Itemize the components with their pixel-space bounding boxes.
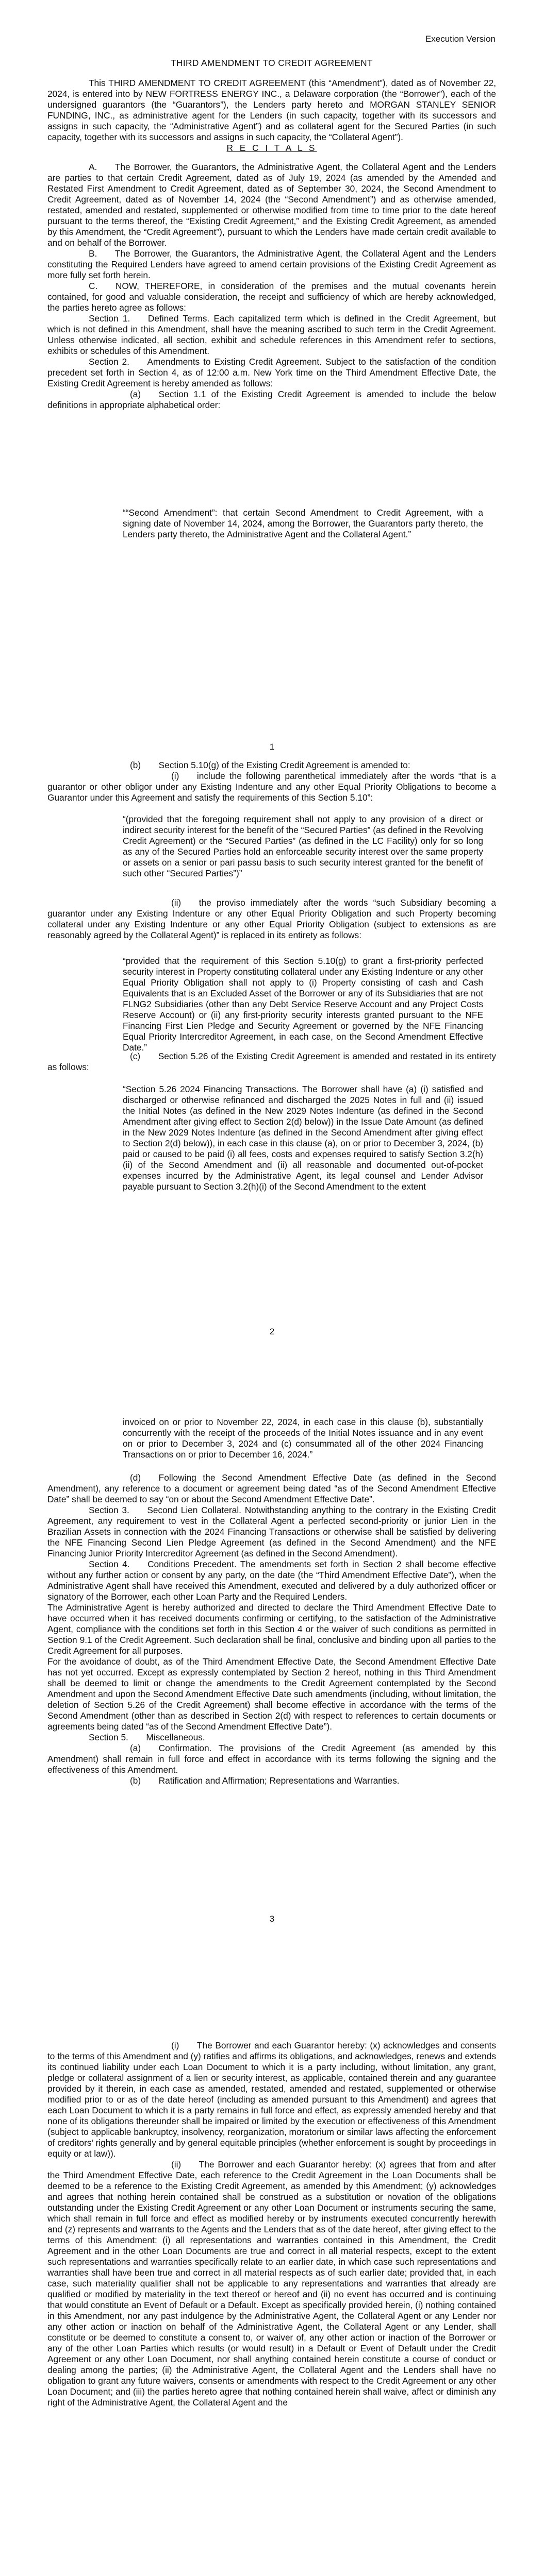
clause-5b-ratification: (b) Ratification and Affirmation; Representations and Warranties.: [130, 1775, 400, 1786]
quote-section-5-26-continued: invoiced on or prior to November 22, 2024, in each case in this clause (b), substantially concurrently with the receipt of the proceeds of the Initial Notes issuance and in any event on or prior to December 3, 2024 and (c) consummated all of the other 2024 Financing Transactions on or prior to December 16, 2024.”: [123, 1417, 483, 1460]
clause-2d: (d) Following the Second Amendment Effective Date (as defined in the Second Amendment), any reference to a document or agreement being dated “as of the Second Amendment Effective Date” shall be deemed to say “on or about the Second Amendment Effective Date”.: [47, 1472, 496, 1504]
recital-a: A. The Borrower, the Guarantors, the Administrative Agent, the Collateral Agent and the Lenders are parties to that certain Credit Agreement, dated as of July 19, 2024 (as amended by the Amended and Restated First Amendment to Credit Agreement, dated as of September 30, 2024, the Second Amendment to Credit Agreement, dated as of November 14, 2024 (the “Second Amendment”) and as otherwise amended, restated, amended and restated, supplemented or otherwise modified from time to time prior to the date hereof pursuant to the terms thereof, the “Existing Credit Agreement,” and the Existing Credit Agreement, as amended by this Amendment, the “Credit Agreement”), pursuant to which the Lenders have made certain credit available to and on behalf of the Borrower.: [47, 162, 496, 248]
clause-2c: (c) Section 5.26 of the Existing Credit Agreement is amended and restated in its entirety as follows:: [47, 1051, 496, 1072]
section-4-conditions-precedent: Section 4. Conditions Precedent. The amendments set forth in Section 2 shall become effective without any further action or consent by any party, on the date (the “Third Amendment Effective Date”), when the Administrative Agent shall have received this Amendment, executed and delivered by a duly authorized officer or signatory of the Borrower, each other Loan Party and the Required Lenders.: [47, 1559, 496, 1602]
quote-second-amendment-definition: ““Second Amendment”: that certain Second Amendment to Credit Agreement, with a signing date of November 14, 2024, among the Borrower, the Guarantors party thereto, the Lenders party thereto, the Administrative Agent and the Collateral Agent.”: [123, 507, 483, 539]
avoidance-of-doubt-paragraph: For the avoidance of doubt, as of the Third Amendment Effective Date, the Second Amendment Effective Date has not yet occurred. Except as expressly contemplated by Section 2 hereof, nothing in this Third Amendment shall be deemed to limit or change the amendments to the Credit Agreement contemplated by the Second Amendment and upon the Second Amendment Effective Date such amendments (including, without limitation, the deletion of Section 5.26 of the Credit Agreement) shall become effective in accordance with the terms of the Second Amendment (other than as described in Section 2(d) with respect to references to certain documents or agreements being dated “as of the Second Amendment Effective Date”).: [47, 1656, 496, 1732]
quote-proviso-2: “provided that the requirement of this Section 5.10(g) to grant a first-priority perfected security interest in Property constituting collateral under any Existing Indenture or any other Equal Priority Obligation shall not apply to (i) Property consisting of cash and Cash Equivalents that is an Excluded Asset of the Borrower or any of its Subsidiaries that are not FLNG2 Subsidiaries (other than any Debt Service Reserve Account and any Project Costs Reserve Account) or (ii) any first-priority security interests granted pursuant to the NFE Financing First Lien Pledge and Security Agreement or governed by the NFE Financing Equal Priority Intercreditor Agreement, in each case, on the Second Amendment Effective Date.”: [123, 956, 483, 1053]
page-4: [47, 2040, 496, 2408]
page-1: [47, 58, 496, 411]
clause-2b: (b) Section 5.10(g) of the Existing Credit Agreement is amended to:: [130, 760, 410, 770]
clause-2b-i: (i) include the following parenthetical immediately after the words “that is a guarantor or other obligor under any Existing Indenture and any other Equal Priority Obligations to become a Guarantor under this Agreement and satisfy the requirements of this Section 5.10”:: [47, 771, 496, 803]
clause-5b-i: (i) The Borrower and each Guarantor hereby: (x) acknowledges and consents to the terms of this Amendment and (y) ratifies and affirms its obligations, and acknowledges, renews and extends its continued liability under each Loan Document to which it is a party including, without limitation, any grant, pledge or collateral assignment of a lien or security interest, as applicable, contained therein and any guarantee provided by it therein, in each case as amended, restated, amended and restated, supplemented or otherwise modified prior to or as of the date hereof (including as amended pursuant to this Amendment) and agrees that each Loan Document to which it is a party remains in full force and effect, as expressly amended hereby and that none of its obligations thereunder shall be impaired or limited by the execution or effectiveness of this Amendment (subject to applicable bankruptcy, insolvency, reorganization, moratorium or similar laws affecting the enforcement of creditors’ rights generally and by general equitable principles (whether enforcement is sought by proceedings in equity or at law)).: [47, 2040, 497, 2159]
section-5-miscellaneous: Section 5. Miscellaneous.: [89, 1732, 205, 1742]
preamble: This THIRD AMENDMENT TO CREDIT AGREEMENT (this “Amendment”), dated as of November 22, 2024, is entered into by NEW FORTRESS ENERGY INC., a Delaware corporation (the “Borrower”), each of the undersigned guarantors (the “Guarantors”), the Lenders party hereto and MORGAN STANLEY SENIOR FUNDING, INC., as administrative agent for the Lenders (in such capacity, together with its successors and assigns in such capacity, the “Administrative Agent”) and as collateral agent for the Secured Parties (in such capacity, together with its successors and assigns in such capacity, the “Collateral Agent”).: [47, 78, 496, 142]
page-2: [47, 760, 496, 803]
section-1-defined-terms: Section 1. Defined Terms. Each capitalized term which is defined in the Credit Agreement, but which is not defined in this Amendment, shall have the meaning ascribed to such term in the Credit Agreement. Unless otherwise indicated, all section, exhibit and schedule references in this Amendment refer to sections, exhibits or schedules of this Amendment.: [47, 313, 496, 356]
section-2-amendments: Section 2. Amendments to Existing Credit Agreement. Subject to the satisfaction of the condition precedent set forth in Section 4, as of 12:00 a.m. New York time on the Third Amendment Effective Date, the Existing Credit Agreement is hereby amended as follows:: [47, 357, 496, 388]
quote-second-amendment-wrap: [0, 507, 544, 540]
execution-version-header: Execution Version: [425, 34, 496, 44]
recital-b: B. The Borrower, the Guarantors, the Administrative Agent, the Collateral Agent and the Lenders constituting the Required Lenders have agreed to amend certain provisions of the Existing Credit Agreement as more fully set forth herein.: [47, 248, 496, 280]
clause-5b-ii: (ii) The Borrower and each Guarantor hereby: (x) agrees that from and after the Third Amendment Effective Date, each reference to the Credit Agreement in the Loan Documents shall be deemed to be a reference to the Existing Credit Agreement, as amended by this Amendment; (y) acknowledges and agrees that nothing herein contained shall be construed as a substitution or novation of the obligations outstanding under the Existing Credit Agreement or any other Loan Document or instruments securing the same, which shall remain in full force and effect as modified hereby or by instruments executed concurrently herewith and (z) represents and warrants to the Agents and the Lenders that as of the date hereof, after giving effect to the terms of this Amendment: (i) all representations and warranties contained in this Amendment, the Credit Agreement and in the other Loan Documents are true and correct in all material respects, except to the extent such representations and warranties specifically relate to an earlier date, in which case such representations and warranties shall have been true and correct in all material respects as of such earlier date; provided that, in each case, such materiality qualifier shall not be applicable to any representations and warranties that already are qualified or modified by materiality in the text thereof or hereof and (ii) no event has occurred and is continuing that would constitute an Event of Default or a Default. Except as specifically provided herein, (i) nothing contained in this Amendment, nor any past indulgence by the Administrative Agent, the Collateral Agent or any Lender nor any other action or inaction on behalf of the Administrative Agent, the Collateral Agent or any Lender, shall constitute or be deemed to constitute a consent to, or waiver of, any other action or inaction of the Borrower or any of the other Loan Parties which results (or would result) in a Default or Event of Default under the Credit Agreement or any other Loan Document, nor shall anything contained herein constitute a course of conduct or dealing among the parties; (ii) the Administrative Agent, the Collateral Agent and the Lenders shall have no obligation to grant any future waivers, consents or amendments with respect to the Credit Agreement or any other Loan Document; and (iii) the parties hereto agree that nothing contained herein shall waive, affect or diminish any right of the Administrative Agent, the Collateral Agent and the: [47, 2159, 496, 2408]
document-title: THIRD AMENDMENT TO CREDIT AGREEMENT: [171, 58, 373, 68]
clause-5a-confirmation: (a) Confirmation. The provisions of the Credit Agreement (as amended by this Amendment) shall remain in full force and effect in accordance with its terms following the signing and the effectiveness of this Amendment.: [47, 1743, 496, 1775]
section-3-second-lien-collateral: Section 3. Second Lien Collateral. Notwithstanding anything to the contrary in the Existing Credit Agreement, any requirement to vest in the Collateral Agent a perfected second-priority or junior Lien in the Brazilian Assets in connection with the 2024 Financing Transactions or otherwise shall be satisfied by delivering the NFE Financing Second Lien Pledge Agreement (as defined in the Second Amendment) and the NFE Financing Junior Priority Intercreditor Agreement (as defined in the Second Amendment).: [47, 1505, 496, 1558]
quote-proviso-1: “(provided that the foregoing requirement shall not apply to any provision of a direct or indirect security interest for the benefit of the “Secured Parties” (as defined in the Revolving Credit Agreement) or the “Secured Parties” (as defined in the LC Facility) only for so long as any of the Secured Parties hold an enforceable security interest over the same property or assets on a senior or pari passu basis to such security interest granted for the benefit of such other “Secured Parties”)”: [123, 814, 483, 878]
agent-declaration-paragraph: The Administrative Agent is hereby authorized and directed to declare the Third Amendment Effective Date to have occurred when it has received documents confirming or certifying, to the satisfaction of the Administrative Agent, compliance with the conditions set forth in this Section 4 or the waiver of such conditions as permitted in Section 9.1 of the Credit Agreement. Such declaration shall be final, conclusive and binding upon all parties to the Credit Agreement for all purposes.: [47, 1602, 496, 1656]
recital-c: C. NOW, THEREFORE, in consideration of the premises and the mutual covenants herein contained, for good and valuable consideration, the receipt and sufficiency of which are hereby acknowledged, the parties hereto agree as follows:: [47, 281, 496, 313]
page-number-3: 3: [269, 1914, 275, 1924]
page-number-2: 2: [269, 1327, 275, 1336]
quote-section-5-26: “Section 5.26 2024 Financing Transactions. The Borrower shall have (a) (i) satisfied and discharged or otherwise refinanced and discharged the 2025 Notes in full and (ii) issued the Initial Notes (as defined in the New 2029 Notes Indenture (as defined in the Second Amendment after giving effect to Section 2(d) below)) in the Issue Date Amount (as defined in the New 2029 Notes Indenture (as defined in the Second Amendment after giving effect to Section 2(d) below)), in each case in this clause (a), on or prior to December 3, 2024, (b) paid or caused to be paid (i) all fees, costs and expenses required to satisfy Section 3.2(h)(ii) of the Second Amendment and (ii) all reasonable and documented out-of-pocket expenses incurred by the Administrative Agent, its legal counsel and Lender Advisor payable pursuant to Section 3.2(h)(i) of the Second Amendment to the extent: [123, 1084, 483, 1192]
recitals-heading: R E C I T A L S: [226, 143, 317, 153]
page-number-1: 1: [269, 742, 275, 752]
clause-2a: (a) Section 1.1 of the Existing Credit Agreement is amended to include the below definitions in appropriate alphabetical order:: [47, 389, 496, 410]
clause-2b-ii: (ii) the proviso immediately after the words “such Subsidiary becoming a guarantor under any Existing Indenture or any other Equal Priority Obligation and such Property becoming collateral under any Existing Indenture or any other Equal Priority Obligation (subject to extensions as are reasonably agreed by the Collateral Agent)” is replaced in its entirety as follows:: [47, 897, 496, 940]
